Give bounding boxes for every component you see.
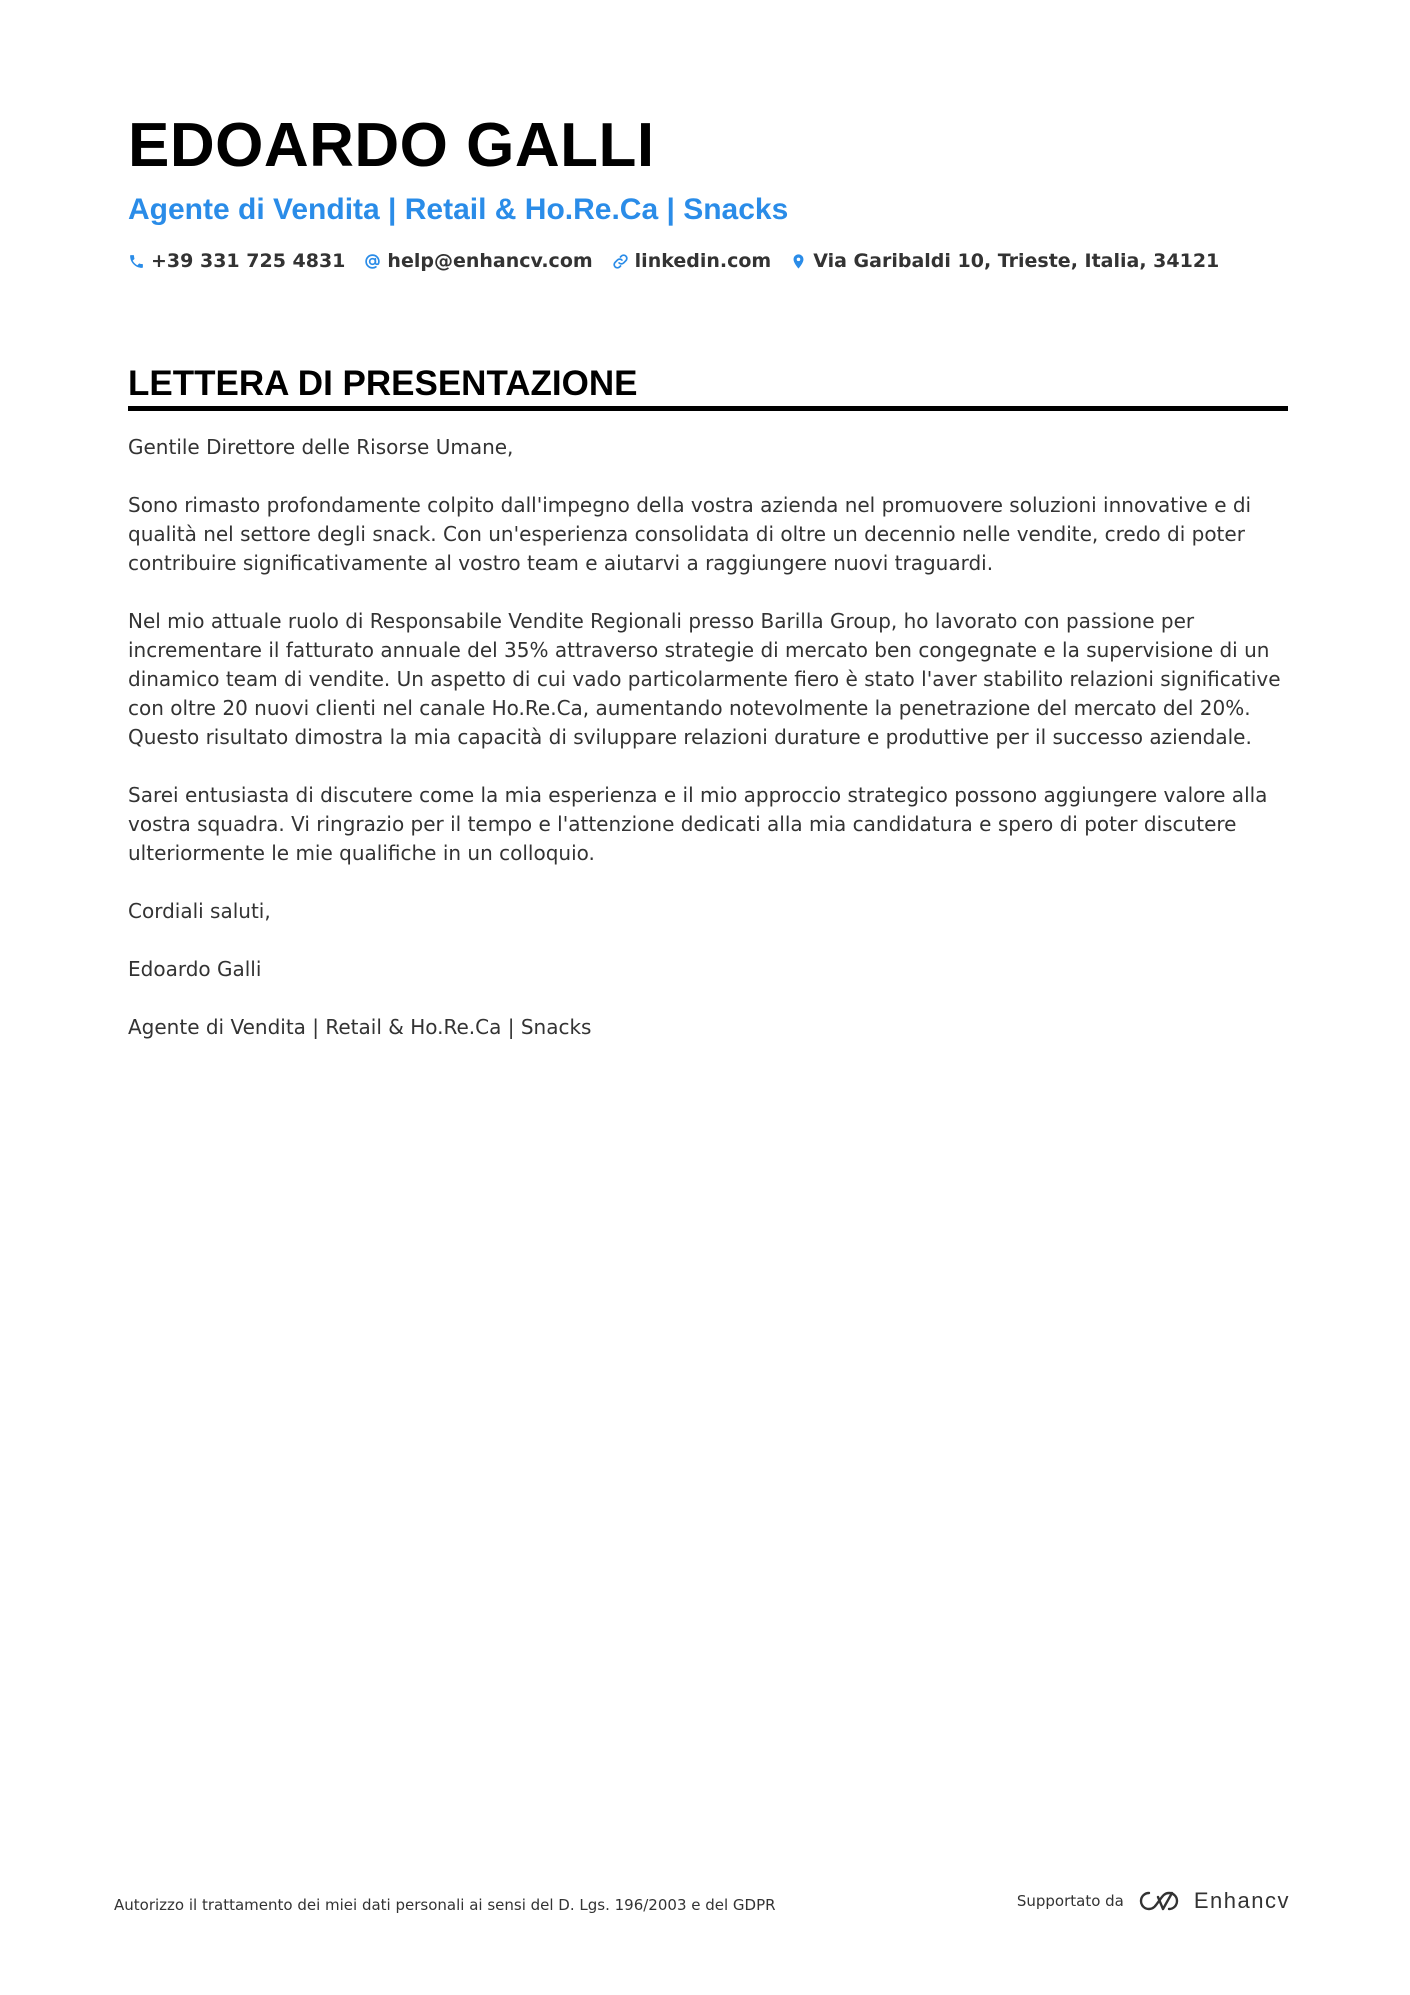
email-address[interactable]: help@enhancv.com bbox=[387, 250, 593, 272]
letter-paragraph: Sarei entusiasta di discutere come la mia esperienza e il mio approccio strategico possono aggiungere valore alla vostra squadra. Vi ringrazio per il tempo e l'attenzione dedicati alla mia candidatura e spero di poter discutere ulteriormente le mie qualifiche in un colloquio. bbox=[128, 783, 1268, 865]
contact-phone bbox=[128, 250, 345, 272]
letter-paragraph: Nel mio attuale ruolo di Responsabile Vendite Regionali presso Barilla Group, ho lavorato con passione per incrementare il fatturato annuale del 35% attraverso strategie di mercato ben congegnate e la supervisione di un dinamico team di vendite. Un aspetto di cui vado particolarmente fiero è stato l'aver stabilito relazioni significative con oltre 20 nuovi clienti nel canale Ho.Re.Ca, aumentando notevolmente la penetrazione del mercato del 20%. Questo risultato dimostra la mia capacità di sviluppare relazioni durature e produttive per il successo aziendale. bbox=[128, 609, 1281, 749]
address-text: Via Garibaldi 10, Trieste, Italia, 34121 bbox=[813, 250, 1220, 272]
powered-by[interactable] bbox=[1017, 1888, 1290, 1914]
candidate-title: Agente di Vendita | Retail & Ho.Re.Ca | Snacks bbox=[128, 193, 789, 226]
letter-greeting: Gentile Direttore delle Risorse Umane, bbox=[128, 435, 514, 459]
brand-name: Enhancv bbox=[1193, 1888, 1290, 1913]
at-icon bbox=[364, 253, 381, 270]
linkedin-link[interactable]: linkedin.com bbox=[634, 250, 772, 272]
letter-closing: Cordiali saluti, bbox=[128, 899, 271, 923]
cover-letter-page bbox=[128, 110, 1288, 1071]
letter-paragraph: Sono rimasto profondamente colpito dall'impegno della vostra azienda nel promuovere soluzioni innovative e di qualità nel settore degli snack. Con un'esperienza consolidata di oltre un decennio nelle vendite, credo di poter contribuire significativamente al vostro team e aiutarvi a raggiungere nuovi traguardi. bbox=[128, 493, 1252, 575]
candidate-name: EDOARDO GALLI bbox=[128, 111, 655, 180]
letter-body bbox=[128, 433, 1288, 1042]
powered-by-label: Supportato da bbox=[1016, 1892, 1124, 1910]
location-pin-icon bbox=[790, 253, 807, 270]
brand-logo[interactable] bbox=[1136, 1888, 1290, 1914]
signature-name: Edoardo Galli bbox=[128, 957, 262, 981]
contact-linkedin[interactable] bbox=[612, 250, 772, 272]
phone-icon bbox=[128, 253, 145, 270]
privacy-consent-note: Autorizzo il trattamento dei miei dati personali ai sensi del D. Lgs. 196/2003 e del GDPR bbox=[114, 1896, 776, 1914]
section-heading: LETTERA DI PRESENTAZIONE bbox=[128, 364, 1288, 411]
contact-address bbox=[790, 250, 1219, 272]
signature-title: Agente di Vendita | Retail & Ho.Re.Ca | Snacks bbox=[128, 1015, 592, 1039]
contact-info bbox=[128, 250, 1288, 272]
phone-number: +39 331 725 4831 bbox=[151, 250, 346, 272]
link-icon bbox=[612, 253, 629, 270]
enhancv-logo-icon bbox=[1136, 1888, 1182, 1914]
contact-email[interactable] bbox=[364, 250, 592, 272]
